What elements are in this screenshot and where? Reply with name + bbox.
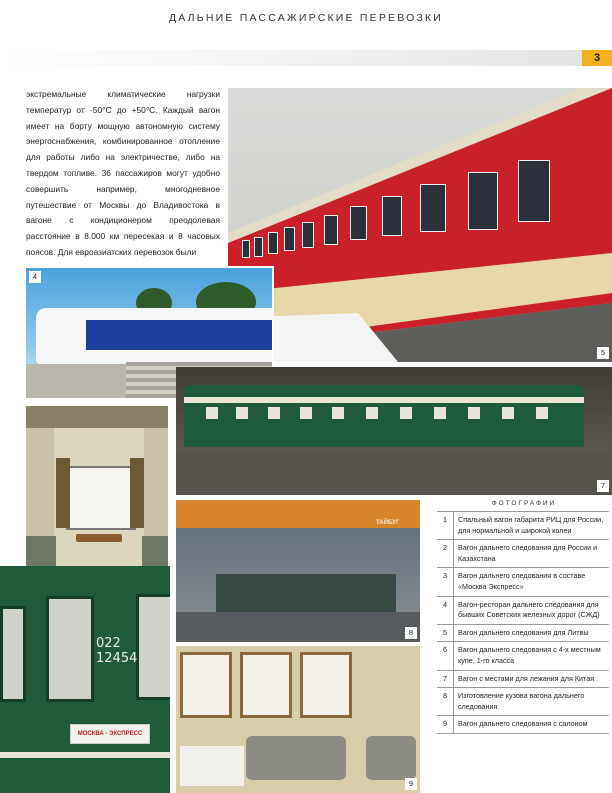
caption-row: [437, 597, 609, 625]
caption-row: [437, 568, 609, 596]
caption-number: 8: [437, 688, 454, 715]
car-shell: [216, 574, 396, 612]
car-window: [332, 407, 344, 419]
caption-number: 5: [437, 625, 454, 642]
photo-number-badge: 9: [405, 778, 417, 790]
caption-number: 2: [437, 540, 454, 567]
factory-floor: [176, 612, 420, 642]
car-window: [468, 407, 480, 419]
route-sign: МОСКВА - ЭКСПРЕСС: [70, 724, 150, 744]
car-window: [254, 237, 263, 257]
caption-number: 1: [437, 512, 454, 539]
dining-table: [180, 746, 244, 786]
caption-text: Вагон дальнего следования для России и Казахстана: [458, 543, 598, 563]
car-window: [382, 196, 402, 236]
caption-number: 9: [437, 716, 454, 733]
car-stripe: [184, 397, 584, 403]
car-window: [46, 596, 94, 702]
curtain-left: [56, 458, 70, 528]
caption-row: [437, 716, 609, 734]
caption-row: [437, 540, 609, 568]
ceiling: [26, 406, 170, 428]
body-text-column-1: экстремальные климатические нагрузки температур от -50°С до +50°С. Каждый вагон имеет на борту мощную автономную систему энергоснабжения, комбинированное отопление для работы либо на электричестве, либо на твердом топливе. 36 пассажиров могут удобно совершить например, многодневное путешествие от Москвы до Владивостока в вагоне с кондиционером преодолевая расстояние в 8.000 км пересекая и 8 часовых поясов. Для евроазиатских перевозок были: [26, 89, 220, 257]
caption-row: [437, 688, 609, 716]
caption-text: Вагон дальнего следования для Литвы: [458, 627, 589, 637]
photo-7-china-car: [176, 367, 612, 495]
caption-number: 3: [437, 568, 454, 595]
photo-9-salon: [176, 646, 420, 793]
car-window: [242, 240, 250, 258]
car-door-window: [518, 160, 550, 222]
captions-table: [437, 511, 609, 734]
photo-number-badge: 8: [405, 627, 417, 639]
captions-heading: ФОТОГРАФИИ: [491, 500, 557, 507]
photo-6-compartment: [24, 404, 170, 584]
caption-text: Изготовление кузова вагона дальнего следования: [458, 691, 585, 711]
car-window: [0, 606, 26, 702]
car-window: [284, 227, 295, 251]
car-window: [434, 407, 446, 419]
page-header-title: ДАЛЬНИЕ ПАССАЖИРСКИЕ ПЕРЕВОЗКИ: [168, 12, 444, 24]
photo-number-badge: 7: [597, 480, 609, 492]
car-window: [420, 184, 446, 232]
car-window: [268, 407, 280, 419]
car-window: [324, 215, 338, 245]
car-window: [302, 222, 314, 248]
salon-window: [300, 652, 352, 718]
curtain-right: [130, 458, 144, 528]
car-number: 022 12454: [96, 636, 138, 666]
photo-number-badge: 4: [29, 271, 41, 283]
caption-row: [437, 512, 609, 540]
caption-row: [437, 671, 609, 689]
caption-text: Вагон дальнего следования с салоном: [458, 719, 588, 729]
sofa: [246, 736, 346, 780]
photo-8-factory: [176, 500, 420, 642]
caption-text: Спальный вагон габарита РИЦ для России, для нормальной и широкой колеи: [458, 515, 604, 535]
car-window: [268, 232, 278, 254]
photo-3-moscow-express: [0, 566, 170, 793]
header-bar: [0, 50, 582, 66]
car-window: [536, 407, 548, 419]
car-window: [206, 407, 218, 419]
armchair: [366, 736, 416, 780]
crane-sign: ТАЙБУГ: [376, 520, 400, 526]
car-window: [300, 407, 312, 419]
photo-number-badge: 5: [597, 347, 609, 359]
caption-text: Вагон дальнего следования с 4-х местным купе, 1-го класса: [458, 645, 601, 665]
caption-number: 4: [437, 597, 454, 624]
car-stripe: [0, 752, 170, 758]
photo-5-lithuania-car: [228, 88, 612, 362]
compartment-window: [66, 466, 136, 530]
caption-number: 7: [437, 671, 454, 688]
salon-window: [240, 652, 292, 718]
table: [76, 534, 122, 542]
caption-text: Вагон с местами для лежания для Китая: [458, 673, 595, 683]
caption-number: 6: [437, 642, 454, 669]
car-window: [350, 206, 367, 240]
car-window: [400, 407, 412, 419]
car-window: [502, 407, 514, 419]
caption-row: [437, 625, 609, 643]
salon-window: [180, 652, 232, 718]
car-window: [236, 407, 248, 419]
car-window: [366, 407, 378, 419]
caption-text: Вагон-ресторан дальнего следования для бывших Советских железных дорог (СЖД): [458, 599, 600, 620]
car-stripe-blue: [86, 320, 274, 350]
caption-text: Вагон дальнего следования в составе «Москва Экспресс»: [458, 571, 586, 591]
car-window: [136, 594, 170, 700]
caption-row: [437, 642, 609, 670]
page-number: 3: [582, 50, 612, 66]
ground: [176, 451, 612, 495]
car-window: [468, 172, 498, 230]
